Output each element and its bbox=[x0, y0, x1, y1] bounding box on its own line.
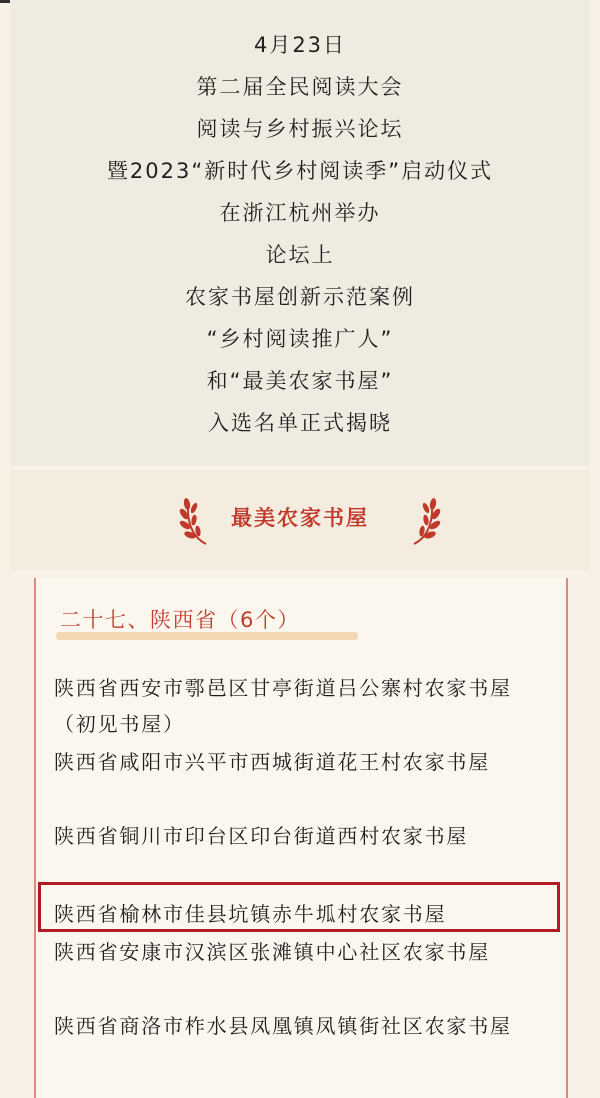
announcement-line: 和“最美农家书屋” bbox=[206, 369, 394, 393]
announcement-line: 在浙江杭州举办 bbox=[219, 201, 381, 225]
list-item: 陕西省铜川市印台区印台街道西村农家书屋 bbox=[54, 824, 469, 848]
list-item: 陕西省西安市鄠邑区甘亭街道吕公寨村农家书屋（初见书屋） bbox=[54, 676, 512, 736]
list-item: 陕西省安康市汉滨区张滩镇中心社区农家书屋 bbox=[54, 940, 490, 964]
list-item: 陕西省商洛市柞水县凤凰镇凤镇街社区农家书屋 bbox=[54, 1014, 512, 1038]
announcement-line: 论坛上 bbox=[265, 243, 335, 267]
laurel-icon bbox=[406, 494, 442, 546]
highlight-box bbox=[38, 882, 560, 932]
announcement-line: 4月23日 bbox=[253, 33, 347, 57]
announcement-line: 第二届全民阅读大会 bbox=[196, 75, 404, 99]
list-item-highlighted: 陕西省榆林市佳县坑镇赤牛坬村农家书屋 bbox=[54, 902, 447, 926]
banner-title: 最美农家书屋 bbox=[231, 506, 369, 530]
announcement-line: 入选名单正式揭晓 bbox=[208, 411, 392, 435]
announcement-line: “乡村阅读推广人” bbox=[206, 327, 394, 351]
announcement-text bbox=[10, 24, 590, 444]
list-item: 陕西省咸阳市兴平市西城街道花王村农家书屋 bbox=[54, 750, 490, 774]
announcement-line: 阅读与乡村振兴论坛 bbox=[196, 117, 404, 141]
announcement-panel bbox=[10, 0, 590, 466]
section-banner bbox=[10, 470, 590, 570]
province-heading: 二十七、陕西省（6个） bbox=[60, 608, 300, 632]
announcement-line: 暨2023“新时代乡村阅读季”启动仪式 bbox=[106, 159, 494, 183]
announcement-line: 农家书屋创新示范案例 bbox=[185, 285, 415, 309]
